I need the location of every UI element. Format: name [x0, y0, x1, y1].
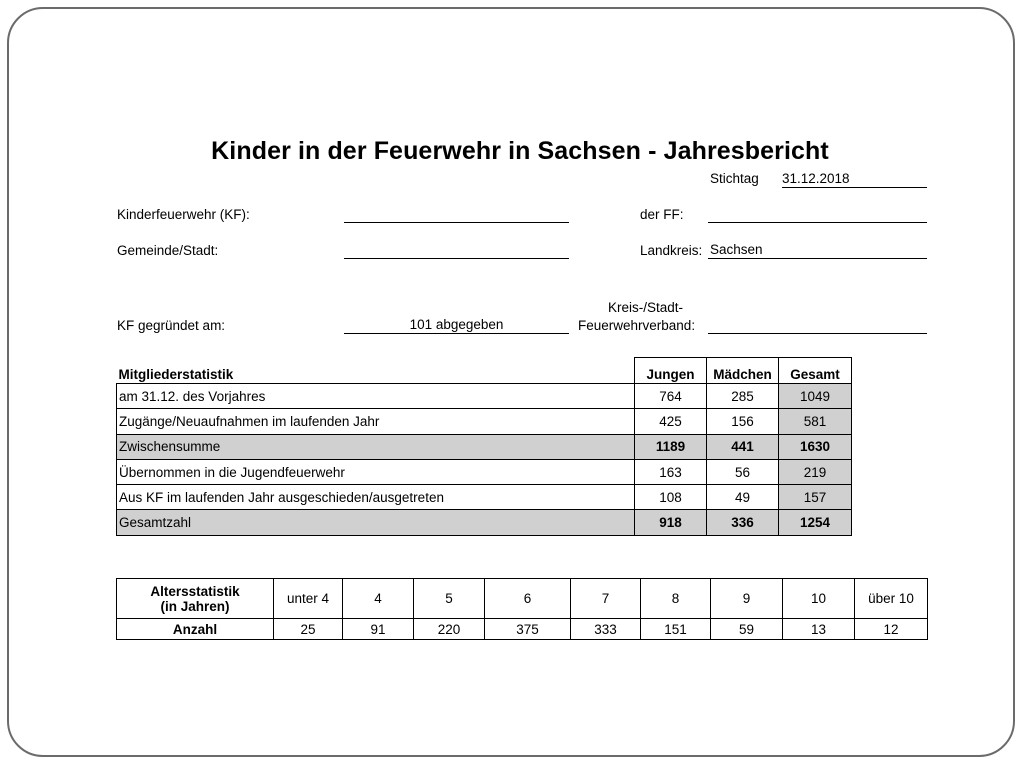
row-label: Aus KF im laufenden Jahr ausgeschieden/ausgetreten: [117, 485, 635, 510]
landkreis-label: Landkreis:: [640, 243, 703, 258]
gegruendet-value: 101 abgegeben: [409, 317, 504, 332]
cell-gesamt: 581: [779, 409, 852, 434]
alter-title-line2: (in Jahren): [160, 598, 230, 614]
cell-gesamt: 1049: [779, 384, 852, 409]
col-maedchen: Mädchen: [707, 358, 779, 384]
gegruendet-field[interactable]: [344, 316, 569, 334]
age-col-9: 9: [711, 579, 783, 619]
ff-field[interactable]: [708, 205, 927, 223]
cell-maedchen: 49: [707, 485, 779, 510]
count-cell: 13: [783, 619, 855, 640]
gemeinde-label: Gemeinde/Stadt:: [117, 243, 219, 258]
age-col-10: 10: [783, 579, 855, 619]
cell-jungen: 1189: [635, 434, 707, 459]
cell-maedchen: 285: [707, 384, 779, 409]
count-cell: 220: [414, 619, 485, 640]
count-cell: 375: [485, 619, 571, 640]
row-label: Übernommen in die Jugendfeuerwehr: [117, 459, 635, 484]
table-row: [117, 459, 852, 484]
page-title: Kinder in der Feuerwehr in Sachsen - Jahresbericht: [211, 137, 829, 165]
cell-maedchen: 336: [707, 510, 779, 535]
cell-maedchen: 156: [707, 409, 779, 434]
mitglieder-table: [116, 357, 852, 536]
cell-maedchen: 56: [707, 459, 779, 484]
age-col-8: 8: [641, 579, 711, 619]
count-label: Anzahl: [117, 619, 274, 640]
stichtag-field[interactable]: [782, 170, 927, 188]
count-cell: 59: [711, 619, 783, 640]
alter-count-row: [117, 619, 928, 640]
age-col-5: 5: [414, 579, 485, 619]
cell-jungen: 163: [635, 459, 707, 484]
alter-title-line1: Altersstatistik: [150, 583, 240, 599]
count-cell: 333: [571, 619, 641, 640]
age-col-under4: unter 4: [274, 579, 343, 619]
alter-header-row: [117, 579, 928, 619]
row-label: am 31.12. des Vorjahres: [117, 384, 635, 409]
table-row-subtotal: [117, 434, 852, 459]
gegruendet-label: KF gegründet am:: [117, 318, 226, 333]
mitglieder-header-row: [117, 358, 852, 384]
cell-gesamt: 1630: [779, 434, 852, 459]
table-row: [117, 485, 852, 510]
count-cell: 25: [274, 619, 343, 640]
table-row: [117, 409, 852, 434]
cell-jungen: 425: [635, 409, 707, 434]
stichtag-value: 31.12.2018: [782, 171, 850, 186]
count-cell: 91: [343, 619, 414, 640]
age-col-6: 6: [485, 579, 571, 619]
table-row-total: [117, 510, 852, 535]
count-cell: 151: [641, 619, 711, 640]
cell-jungen: 108: [635, 485, 707, 510]
kf-label: Kinderfeuerwehr (KF):: [117, 207, 250, 222]
cell-jungen: 918: [635, 510, 707, 535]
age-col-over10: über 10: [855, 579, 928, 619]
mitglieder-title: Mitgliederstatistik: [118, 367, 234, 382]
verband-label-line2: Feuerwehrverband:: [578, 318, 696, 333]
verband-label-line1: Kreis-/Stadt-: [608, 300, 684, 315]
stichtag-label: Stichtag: [710, 171, 759, 186]
landkreis-value: Sachsen: [710, 242, 763, 257]
row-label: Zugänge/Neuaufnahmen im laufenden Jahr: [117, 409, 635, 434]
alter-title: [117, 579, 274, 619]
row-label: Zwischensumme: [117, 434, 635, 459]
age-col-7: 7: [571, 579, 641, 619]
table-row: [117, 384, 852, 409]
landkreis-field[interactable]: [708, 241, 927, 259]
cell-jungen: 764: [635, 384, 707, 409]
alter-table: [116, 578, 928, 640]
ff-label: der FF:: [640, 207, 684, 222]
kf-field[interactable]: [344, 205, 569, 223]
cell-gesamt: 1254: [779, 510, 852, 535]
col-gesamt: Gesamt: [779, 358, 852, 384]
verband-field[interactable]: [708, 316, 927, 334]
cell-maedchen: 441: [707, 434, 779, 459]
col-jungen: Jungen: [635, 358, 707, 384]
row-label: Gesamtzahl: [117, 510, 635, 535]
age-col-4: 4: [343, 579, 414, 619]
cell-gesamt: 219: [779, 459, 852, 484]
count-cell: 12: [855, 619, 928, 640]
gemeinde-field[interactable]: [344, 241, 569, 259]
cell-gesamt: 157: [779, 485, 852, 510]
